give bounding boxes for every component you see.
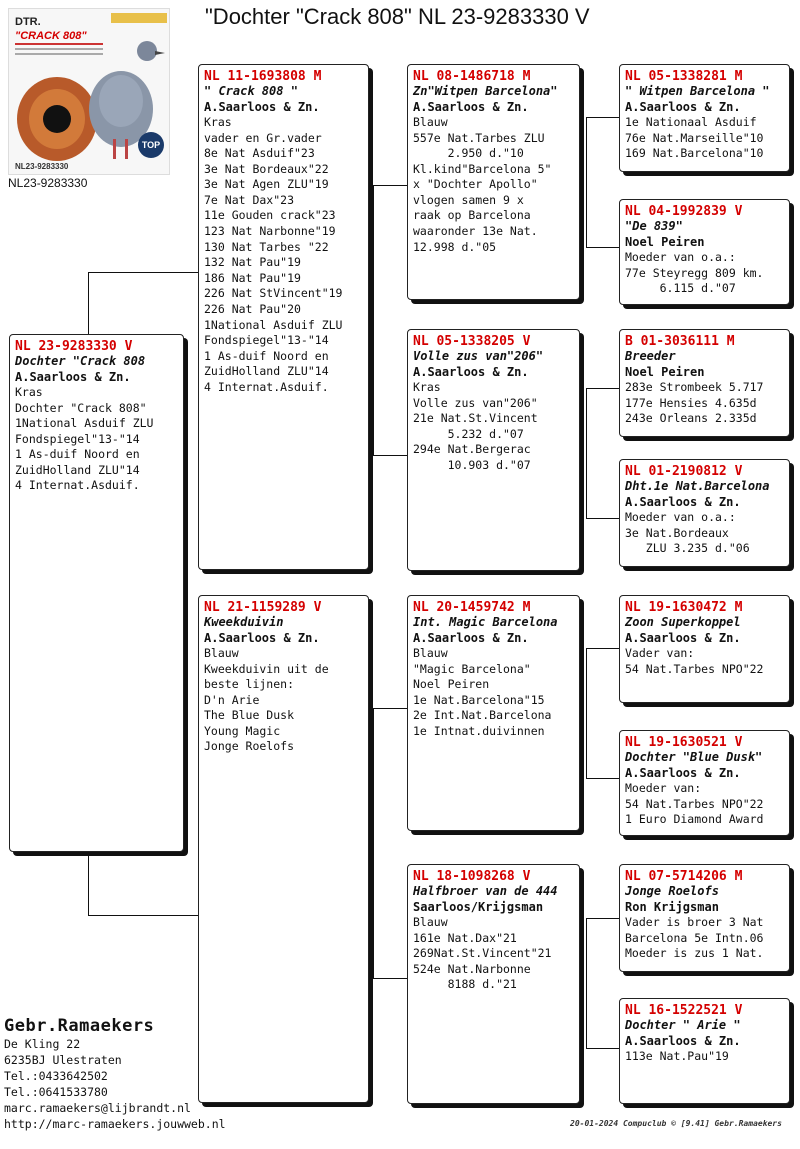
pigeon-notes: Dochter "Crack 808" 1National Asduif ZLU Fondspiegel"13-"14 1 As-duif Noord en ZuidHolland ZLU"14 4 Internat.Asduif.	[15, 400, 154, 493]
pigeon-notes: Moeder van: 54 Nat.Tarbes NPO"22 1 Euro Diamond Award	[625, 781, 764, 827]
ddd-card[interactable]	[619, 998, 790, 1104]
connector	[373, 708, 408, 709]
connector	[586, 247, 620, 248]
breeder-name: A.Saarloos & Zn.	[15, 370, 131, 384]
pigeon-name: Volle zus van"206"	[413, 349, 544, 363]
photo-caption: NL23-9283330	[8, 176, 88, 190]
pigeon-color: Blauw	[413, 915, 448, 929]
breeder-name: A.Saarloos & Zn.	[625, 631, 741, 645]
sdd-card[interactable]	[619, 459, 790, 567]
sss-card[interactable]	[619, 64, 790, 172]
pigeon-name: Zn"Witpen Barcelona"	[413, 84, 558, 98]
breeder-name: Noel Peiren	[625, 365, 705, 379]
breeder-name: Noel Peiren	[625, 235, 705, 249]
sire-card[interactable]	[198, 64, 369, 570]
banner-shape	[111, 13, 167, 23]
breeder-name: A.Saarloos & Zn.	[413, 100, 529, 114]
ring-number: NL 04-1992839 V	[625, 204, 743, 219]
pigeon-name: Int. Magic Barcelona	[413, 615, 558, 629]
connector	[373, 455, 408, 456]
ring-number: NL 18-1098268 V	[413, 869, 531, 884]
dam-sire-card[interactable]	[407, 595, 580, 831]
connector	[88, 272, 89, 336]
dam-dam-card[interactable]	[407, 864, 580, 1104]
top-badge: TOP	[141, 140, 161, 150]
owner-website[interactable]: http://marc-ramaekers.jouwweb.nl	[4, 1117, 226, 1131]
breeder-name: A.Saarloos & Zn.	[204, 631, 320, 645]
connector	[586, 117, 587, 247]
breeder-name: A.Saarloos & Zn.	[413, 365, 529, 379]
ring-number: NL 16-1522521 V	[625, 1003, 743, 1018]
pigeon-color: Blauw	[204, 646, 239, 660]
ring-number: NL 05-1338205 V	[413, 334, 531, 349]
pigeon-name: Dochter "Blue Dusk"	[625, 750, 763, 764]
page-title: "Dochter "Crack 808" NL 23-9283330 V	[205, 4, 590, 29]
pigeon-notes: 161e Nat.Dax"21 269Nat.St.Vincent"21 524e Nat.Narbonne 8188 d."21	[413, 930, 552, 992]
pigeon-notes: Moeder van o.a.: 77e Steyregg 809 km. 6.115 d."07	[625, 250, 764, 296]
pigeon-notes: vader en Gr.vader 8e Nat Asduif"23 3e Nat Bordeaux"22 3e Nat Agen ZLU"19 7e Nat Dax"23 11e Gouden crack"23 123 Nat Narbonne"19 130 Nat Tarbes "22 132 Nat Pau"19 186 Nat Pau"19 226 Nat StVincent"19 226 Nat Pau"20 1National Asduif ZLU Fondspiegel"13-"14 1 As-duif Noord en ZuidHolland ZLU"14 4 Internat.Asduif.	[204, 130, 343, 394]
pigeon-notes: Moeder van o.a.: 3e Nat.Bordeaux ZLU 3.235 d."06	[625, 510, 750, 556]
connector	[586, 778, 620, 779]
pigeon-color: Blauw	[413, 115, 448, 129]
ring-number: B 01-3036111 M	[625, 334, 735, 349]
breeder-name: Saarloos/Krijgsman	[413, 900, 544, 914]
pigeon-notes: Volle zus van"206" 21e Nat.St.Vincent 5.232 d."07 294e Nat.Bergerac 10.903 d."07	[413, 395, 538, 472]
ring-number: NL 20-1459742 M	[413, 600, 531, 615]
connector	[586, 388, 587, 518]
pigeon-name: Dht.1e Nat.Barcelona	[625, 479, 770, 493]
pigeon-notes: 283e Strombeek 5.717 177e Hensies 4.635d 243e Orleans 2.335d	[625, 380, 764, 426]
subject-card[interactable]	[9, 334, 184, 852]
connector	[373, 978, 408, 979]
ring-number: NL 01-2190812 V	[625, 464, 743, 479]
pigeon-color: Kras	[413, 380, 441, 394]
pigeon-notes: 113e Nat.Pau"19	[625, 1049, 729, 1063]
owner-city: 6235BJ Ulestraten	[4, 1053, 122, 1067]
pigeon-image	[9, 9, 169, 174]
connector	[586, 388, 620, 389]
ring-number: NL 11-1693808 M	[204, 69, 322, 84]
breeder-name: A.Saarloos & Zn.	[625, 766, 741, 780]
ring-number: NL 21-1159289 V	[204, 600, 322, 615]
connector	[373, 185, 408, 186]
connector	[88, 272, 200, 273]
photo-ring: NL23-9283330	[15, 162, 69, 171]
breeder-name: Ron Krijgsman	[625, 900, 719, 914]
dsd-card[interactable]	[619, 730, 790, 836]
connector	[373, 185, 374, 455]
connector	[586, 518, 620, 519]
pigeon-notes: 557e Nat.Tarbes ZLU 2.950 d."10 Kl.kind"Barcelona 5" x "Dochter Apollo" vlogen samen 9 x raak op Barcelona waaronder 13e Nat. 12.998 d."05	[413, 130, 552, 254]
pigeon-name: Breeder	[625, 349, 676, 363]
connector	[373, 708, 374, 978]
pigeon-name: Dochter " Arie "	[625, 1018, 741, 1032]
pigeon-name: Zoon Superkoppel	[625, 615, 741, 629]
pigeon-name: Halfbroer van de 444	[413, 884, 558, 898]
pigeon-notes: Kweekduivin uit de beste lijnen: D'n Arie The Blue Dusk Young Magic Jonge Roelofs	[204, 661, 329, 754]
dss-card[interactable]	[619, 595, 790, 703]
photo-header: DTR.	[15, 16, 41, 28]
owner-mobile: Tel.:0641533780	[4, 1085, 108, 1099]
pigeon-name: " Witpen Barcelona "	[625, 84, 770, 98]
pigeon-name: Jonge Roelofs	[625, 884, 719, 898]
ring-number: NL 19-1630472 M	[625, 600, 743, 615]
pigeon-notes: Vader van: 54 Nat.Tarbes NPO"22	[625, 646, 764, 676]
ring-number: NL 05-1338281 M	[625, 69, 743, 84]
owner-email[interactable]: marc.ramaekers@lijbrandt.nl	[4, 1101, 191, 1115]
sire-dam-card[interactable]	[407, 329, 580, 571]
pigeon-notes: "Magic Barcelona" Noel Peiren 1e Nat.Barcelona"15 2e Int.Nat.Barcelona 1e Intnat.duivinnen	[413, 661, 552, 738]
breeder-name: A.Saarloos & Zn.	[204, 100, 320, 114]
ring-number: NL 19-1630521 V	[625, 735, 743, 750]
breeder-name: A.Saarloos & Zn.	[625, 495, 741, 509]
connector	[88, 851, 89, 915]
connector	[586, 918, 587, 1048]
footer-credit: 20-01-2024 Compuclub © [9.41] Gebr.Ramaekers	[570, 1119, 782, 1128]
pigeon-notes: Vader is broer 3 Nat Barcelona 5e Intn.06 Moeder is zus 1 Nat.	[625, 915, 764, 961]
ring-number: NL 08-1486718 M	[413, 69, 531, 84]
ring-number: NL 07-5714206 M	[625, 869, 743, 884]
pigeon-name: " Crack 808 "	[204, 84, 298, 98]
connector	[88, 915, 200, 916]
owner-phone: Tel.:0433642502	[4, 1069, 108, 1083]
photo-name: "CRACK 808"	[15, 30, 87, 42]
connector	[586, 648, 587, 778]
breeder-name: A.Saarloos & Zn.	[625, 1034, 741, 1048]
sds-card[interactable]	[619, 329, 790, 437]
pigeon-name: Kweekduivin	[204, 615, 284, 629]
owner-block	[4, 1016, 226, 1132]
pigeon-color: Kras	[15, 385, 43, 399]
pigeon-notes: 1e Nationaal Asduif 76e Nat.Marseille"10 169 Nat.Barcelona"10	[625, 115, 764, 161]
owner-address: De Kling 22	[4, 1037, 81, 1051]
pigeon-photo	[8, 8, 170, 175]
breeder-name: A.Saarloos & Zn.	[413, 631, 529, 645]
sire-sire-card[interactable]	[407, 64, 580, 300]
connector	[586, 1048, 620, 1049]
pigeon-name: "De 839"	[625, 219, 683, 233]
owner-name: Gebr.Ramaekers	[4, 1016, 155, 1036]
pigeon-color: Kras	[204, 115, 232, 129]
connector	[586, 648, 620, 649]
ssd-card[interactable]	[619, 199, 790, 305]
pigeon-name: Dochter "Crack 808	[15, 354, 146, 368]
breeder-name: A.Saarloos & Zn.	[625, 100, 741, 114]
connector	[586, 918, 620, 919]
dds-card[interactable]	[619, 864, 790, 972]
pigeon-color: Blauw	[413, 646, 448, 660]
ring-number: NL 23-9283330 V	[15, 339, 133, 354]
connector	[586, 117, 620, 118]
